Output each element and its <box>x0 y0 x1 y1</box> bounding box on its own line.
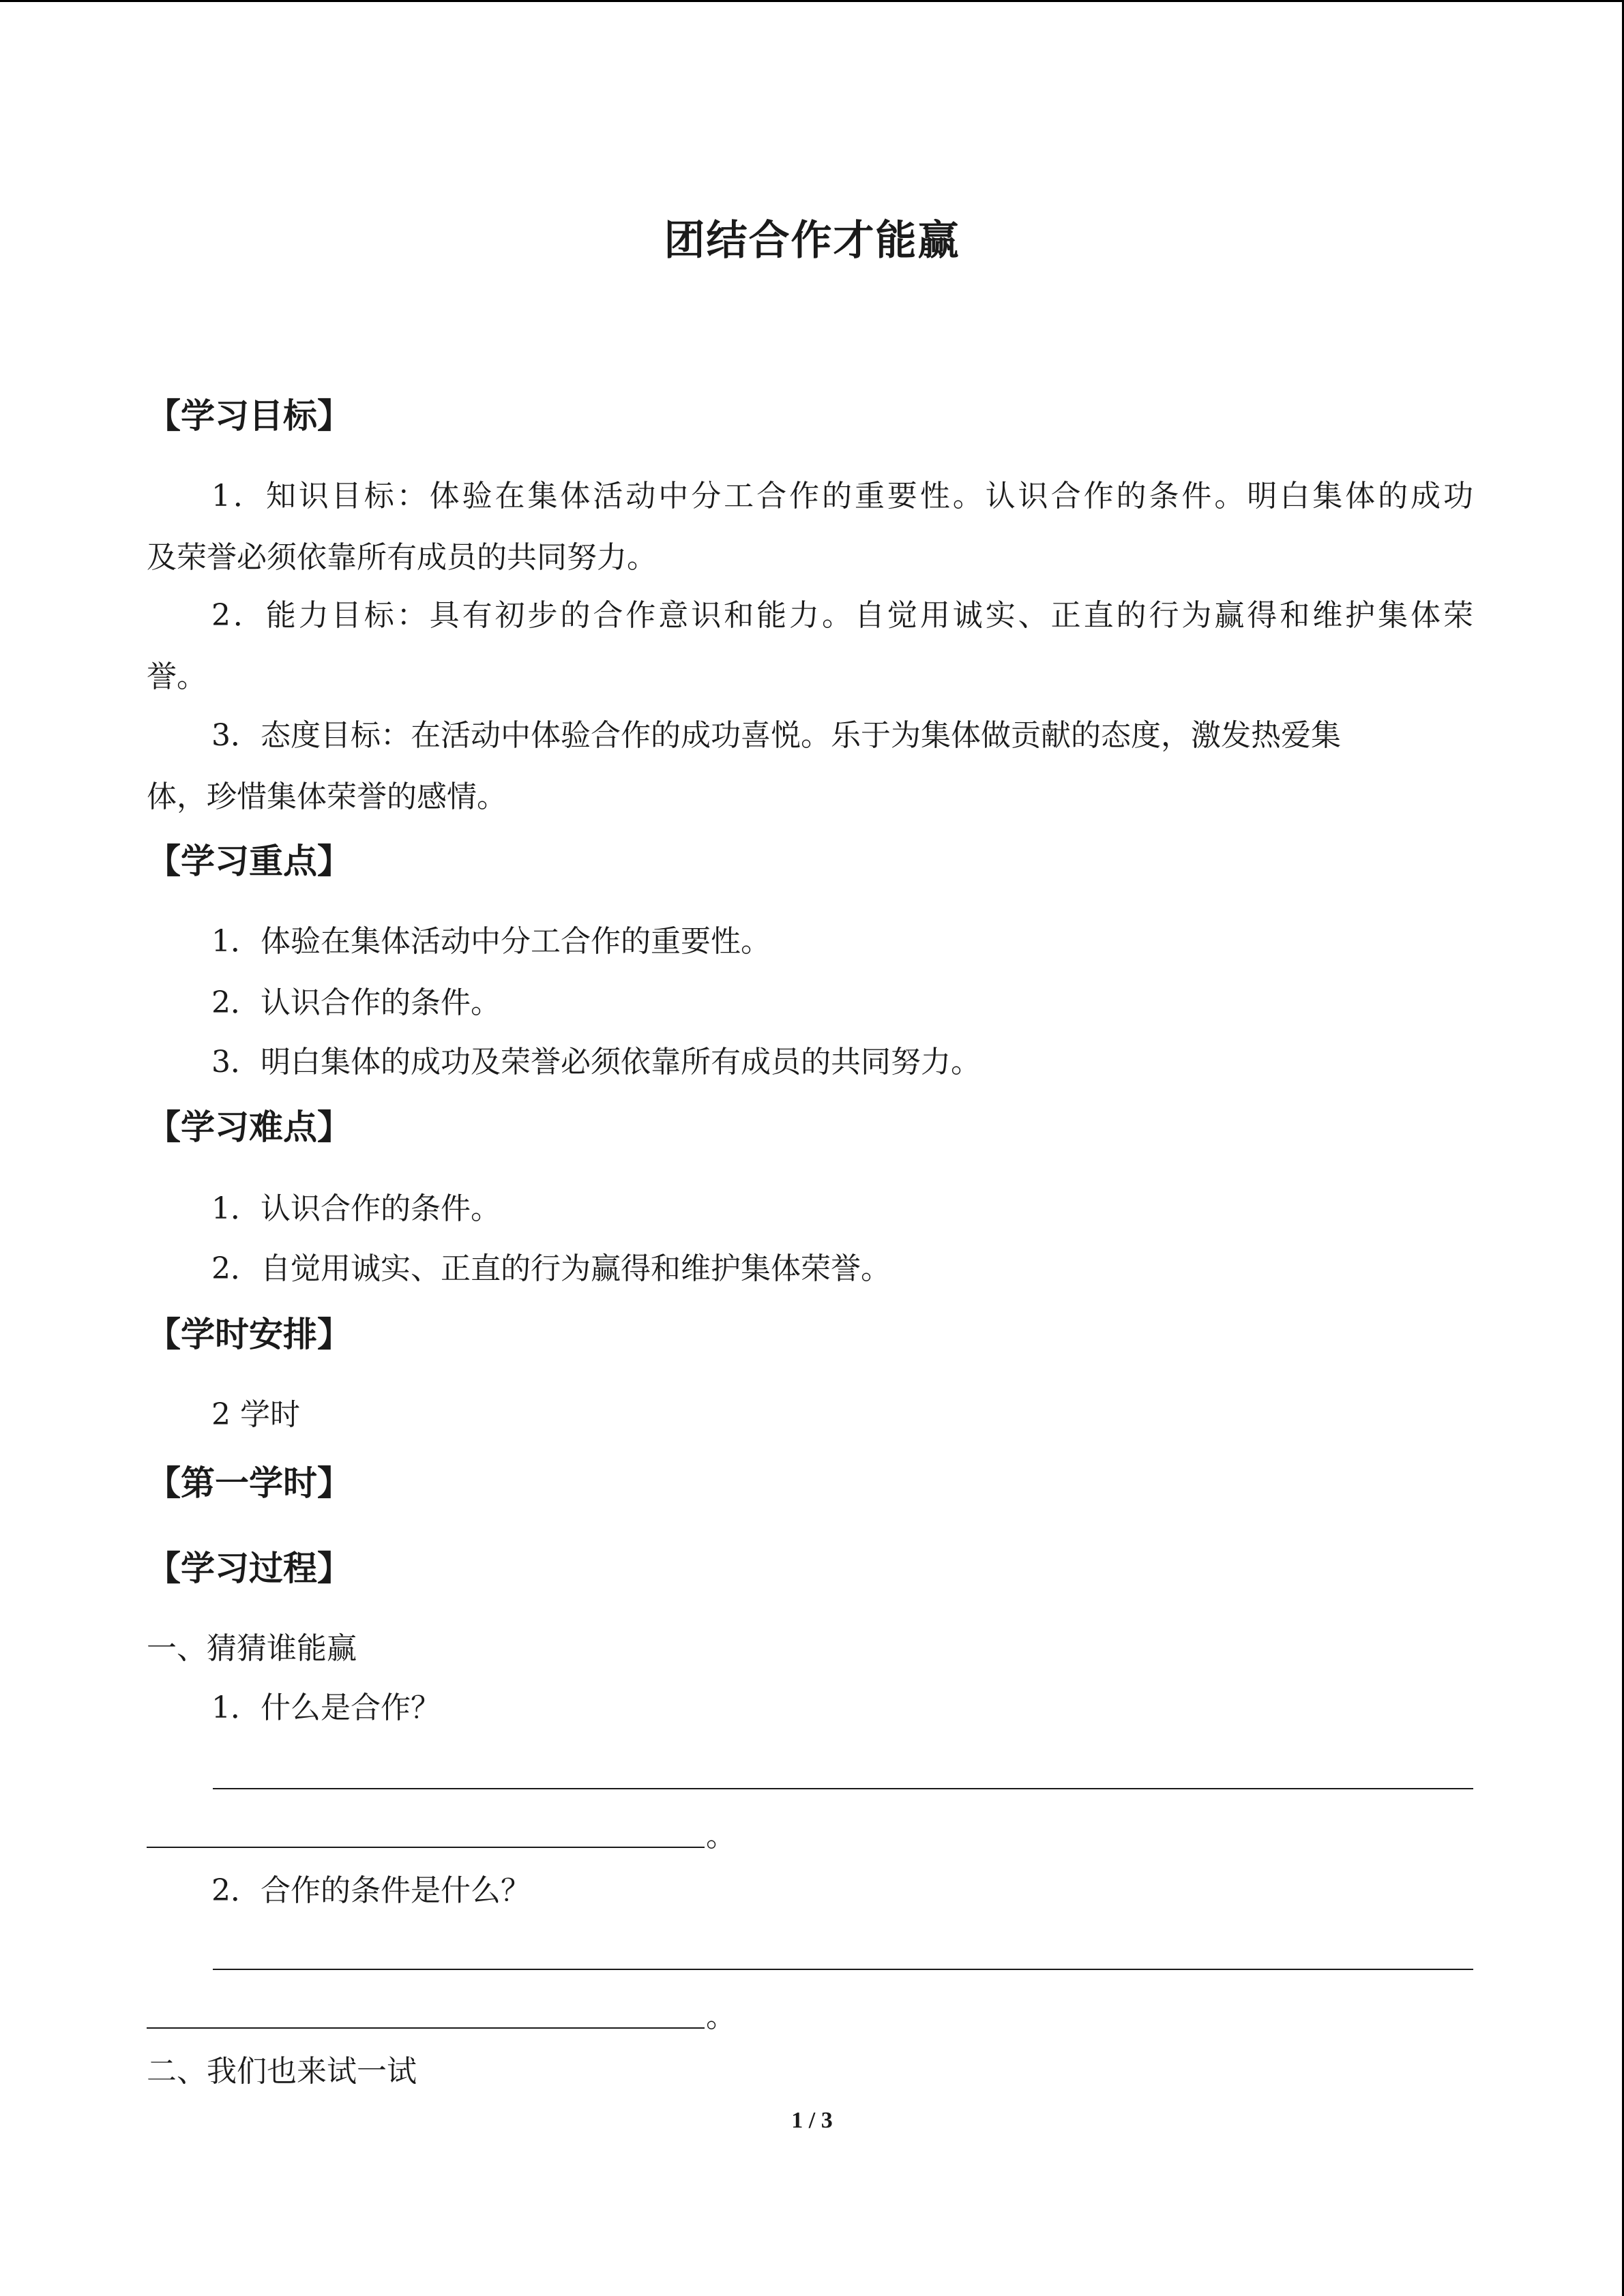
schedule-text: 2 学时 <box>211 1397 300 1432</box>
difficulty-item: 1．认识合作的条件。 <box>211 1191 501 1226</box>
answer-line <box>147 1847 705 1848</box>
heading-schedule: 【学时安排】 <box>147 1315 351 1354</box>
heading-first-period: 【第一学时】 <box>147 1463 351 1503</box>
answer-line-period: 。 <box>706 1819 736 1853</box>
page-number: 1 / 3 <box>791 2108 833 2133</box>
question-1: 1．什么是合作？ <box>211 1690 441 1725</box>
objective-1-line-1: 1．知识目标：体验在集体活动中分工合作的重要性。认识合作的条件。明白集体的成功 <box>211 479 1473 513</box>
key-point-item: 3．明白集体的成功及荣誉必须依靠所有成员的共同努力。 <box>211 1045 981 1079</box>
answer-line <box>147 2027 705 2029</box>
objective-3-line-2: 体，珍惜集体荣誉的感情。 <box>147 779 507 814</box>
question-2: 2．合作的条件是什么？ <box>211 1873 531 1908</box>
objective-2-line-2: 誉。 <box>147 659 207 694</box>
objective-3-line-1: 3．态度目标：在活动中体验合作的成功喜悦。乐于为集体做贡献的态度，激发热爱集 <box>211 718 1341 753</box>
process-part-1: 一、猜猜谁能赢 <box>147 1631 357 1666</box>
difficulty-item: 2．自觉用诚实、正直的行为赢得和维护集体荣誉。 <box>211 1251 891 1286</box>
document-title: 团结合作才能赢 <box>664 217 960 265</box>
answer-line <box>213 1969 1473 1970</box>
heading-process: 【学习过程】 <box>147 1549 351 1588</box>
key-point-item: 1．体验在集体活动中分工合作的重要性。 <box>211 924 771 959</box>
key-point-item: 2．认识合作的条件。 <box>211 985 501 1020</box>
heading-key-points: 【学习重点】 <box>147 841 351 881</box>
answer-line <box>213 1788 1473 1789</box>
heading-objectives: 【学习目标】 <box>147 396 351 436</box>
answer-line-period: 。 <box>706 1999 736 2034</box>
objective-2-line-1: 2．能力目标：具有初步的合作意识和能力。自觉用诚实、正直的行为赢得和维护集体荣 <box>211 598 1473 633</box>
heading-difficulties: 【学习难点】 <box>147 1107 351 1147</box>
objective-1-line-2: 及荣誉必须依靠所有成员的共同努力。 <box>147 540 657 575</box>
process-part-2: 二、我们也来试一试 <box>147 2054 417 2089</box>
